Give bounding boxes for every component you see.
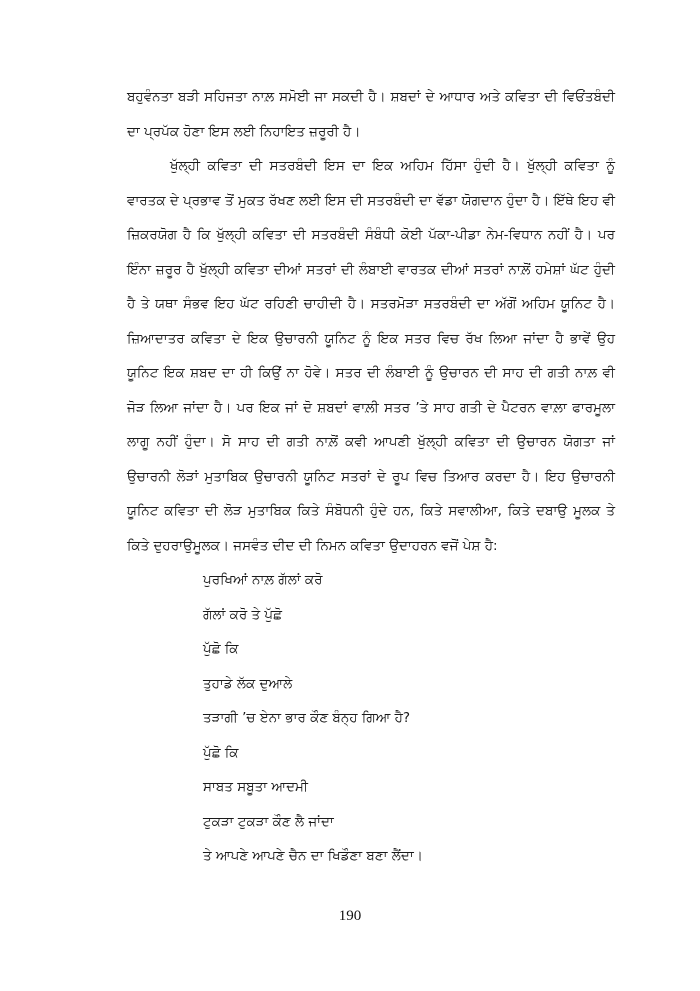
page-number: 190 [338,908,362,924]
paragraph-2: ਖੁੱਲ੍ਹੀ ਕਵਿਤਾ ਦੀ ਸਤਰਬੰਦੀ ਇਸ ਦਾ ਇਕ ਅਹਿਮ ਹਿੱਸਾ ਹੁੰਦੀ ਹੈ। ਖੁੱਲ੍ਹੀ ਕਵਿਤਾ ਨੂੰ ਵਾਰਤਕ ਦੇ ਪ੍ਰਭਾਵ ਤੋਂ ਮੁਕਤ ਰੱਖਣ ਲਈ ਇਸ ਦੀ ਸਤਰਬੰਦੀ ਦਾ ਵੱਡਾ ਯੋਗਦਾਨ ਹੁੰਦਾ ਹੈ। ਇੱਥੇ ਇਹ ਵੀ ਜ਼ਿਕਰਯੋਗ ਹੈ ਕਿ ਖੁੱਲ੍ਹੀ ਕਵਿਤਾ ਦੀ ਸਤਰਬੰਦੀ ਸੰਬੰਧੀ ਕੋਈ ਪੱਕਾ-ਪੀਡਾ ਨੇਮ-ਵਿਧਾਨ ਨਹੀਂ ਹੈ। ਪਰ ਇੰਨਾ ਜ਼ਰੂਰ ਹੈ ਖੁੱਲ੍ਹੀ ਕਵਿਤਾ ਦੀਆਂ ਸਤਰਾਂ ਦੀ ਲੰਬਾਈ ਵਾਰਤਕ ਦੀਆਂ ਸਤਰਾਂ ਨਾਲ਼ੋਂ ਹਮੇਸ਼ਾਂ ਘੱਟ ਹੁੰਦੀ ਹੈ ਤੇ ਯਥਾ ਸੰਭਵ ਇਹ ਘੱਟ ਰਹਿਣੀ ਚਾਹੀਦੀ ਹੈ। ਸਤਰਮੋੜਾ ਸਤਰਬੰਦੀ ਦਾ ਅੱਗੋਂ ਅਹਿਮ ਯੂਨਿਟ ਹੈ। ਜ਼ਿਆਦਾਤਰ ਕਵਿਤਾ ਦੇ ਇਕ ਉਚਾਰਨੀ ਯੂਨਿਟ ਨੂੰ ਇਕ ਸਤਰ ਵਿਚ ਰੱਖ ਲਿਆ ਜਾਂਦਾ ਹੈ ਭਾਵੇਂ ਉਹ ਯੂਨਿਟ ਇਕ ਸ਼ਬਦ ਦਾ ਹੀ ਕਿਉਂ ਨਾ ਹੋਵੇ। ਸਤਰ ਦੀ ਲੰਬਾਈ ਨੂੰ ਉਚਾਰਨ ਦੀ ਸਾਹ ਦੀ ਗਤੀ ਨਾਲ਼ ਵੀ ਜੋੜ ਲਿਆ ਜਾਂਦਾ ਹੈ। ਪਰ ਇਕ ਜਾਂ ਦੋ ਸ਼ਬਦਾਂ ਵਾਲ਼ੀ ਸਤਰ ’ਤੇ ਸਾਹ ਗਤੀ ਦੇ ਪੈਟਰਨ ਵਾਲ਼ਾ ਫਾਰਮੂਲਾ ਲਾਗੂ ਨਹੀਂ ਹੁੰਦਾ। ਸੋ ਸਾਹ ਦੀ ਗਤੀ ਨਾਲ਼ੋਂ ਕਵੀ ਆਪਣੀ ਖੁੱਲ੍ਹੀ ਕਵਿਤਾ ਦੀ ਉਚਾਰਨ ਯੋਗਤਾ ਜਾਂ ਉਚਾਰਨੀ ਲੋੜਾਂ ਮੁਤਾਬਿਕ ਉਚਾਰਨੀ ਯੂਨਿਟ ਸਤਰਾਂ ਦੇ ਰੂਪ ਵਿਚ ਤਿਆਰ ਕਰਦਾ ਹੈ। ਇਹ ਉਚਾਰਨੀ ਯੂਨਿਟ ਕਵਿਤਾ ਦੀ ਲੋੜ ਮੁਤਾਬਿਕ ਕਿਤੇ ਸੰਬੋਧਨੀ ਹੁੰਦੇ ਹਨ, ਕਿਤੇ ਸਵਾਲੀਆ, ਕਿਤੇ ਦਬਾਉ ਮੂਲਕ ਤੇ ਕਿਤੇ ਦੁਹਰਾਉਮੂਲਕ। ਜਸਵੰਤ ਦੀਦ ਦੀ ਨਿਮਨ ਕਵਿਤਾ ਉਦਾਹਰਨ ਵਜੋਂ ਪੇਸ਼ ਹੈ: [127,158,615,554]
poem-line: ਤੁਹਾਡੇ ਲੱਕ ਦੁਆਲੇ [203,675,293,692]
poem-line: ਪੁਰਖਿਆਂ ਨਾਲ਼ ਗੱਲਾਂ ਕਰੋ [203,572,323,588]
poem-line: ਤੜਾਗੀ ’ਚ ਏਨਾ ਭਾਰ ਕੌਣ ਬੰਨ੍ਹ ਗਿਆ ਹੈ? [203,710,411,726]
poem-line: ਤੇ ਆਪਣੇ ਆਪਣੇ ਚੈਨ ਦਾ ਖਿਡੌਣਾ ਬਣਾ ਲੈਂਦਾ। [203,848,423,864]
body-text [127,80,615,874]
paragraph-1: ਬਹੁਵੰਨਤਾ ਬੜੀ ਸਹਿਜਤਾ ਨਾਲ਼ ਸਮੋਈ ਜਾ ਸਕਦੀ ਹੈ। ਸ਼ਬਦਾਂ ਦੇ ਆਧਾਰ ਅਤੇ ਕਵਿਤਾ ਦੀ ਵਿਓਂਤਬੰਦੀ ਦਾ ਪ੍ਰਪੱਕ ਹੋਣਾ ਇਸ ਲਈ ਨਿਹਾਇਤ ਜ਼ਰੂਰੀ ਹੈ। [127,89,615,140]
poem-line: ਟੁਕੜਾ ਟੁਕੜਾ ਕੌਣ ਲੈ ਜਾਂਦਾ [203,813,334,830]
poem-quote [127,563,615,874]
poem-line: ਪੁੱਛੋ ਕਿ [203,744,239,761]
poem-line: ਪੁੱਛੋ ਕਿ [203,641,239,657]
poem-line: ਗੱਲਾਂ ਕਰੋ ਤੇ ਪੁੱਛੋ [203,606,282,623]
poem-line: ਸਾਬਤ ਸਬੂਤਾ ਆਦਮੀ [203,779,308,795]
